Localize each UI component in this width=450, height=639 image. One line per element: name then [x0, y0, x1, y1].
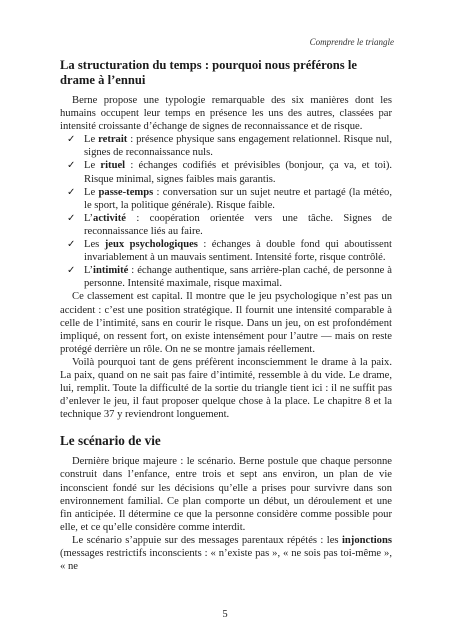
checkmark-icon: ✓	[67, 265, 76, 277]
term: passe-temps	[98, 186, 154, 198]
checkmark-icon: ✓	[67, 239, 76, 251]
checkmark-icon: ✓	[67, 160, 76, 172]
time-structuring-list	[60, 133, 392, 290]
term: intimité	[93, 265, 129, 277]
list-item: ✓ L’activité : coopération orientée vers une tâche. Signes de reconnaissance liés au faire.	[67, 212, 392, 237]
paragraph-injunctions: Le scénario s’appuie sur des messages parentaux répétés : les injonctions (messages restrictifs inconscients : « n’existe pas », « ne sois pas toi-même », « ne	[60, 534, 392, 573]
paragraph-drama: Voilà pourquoi tant de gens préfèrent inconsciemment le drame à la paix. La paix, quand on ne sait pas faire d’intimité, ressemble à du vide. Le drame, lui, remplit. Toute la difficulté de la sortie du triangle tient ici : il ne suffit pas d’enlever le jeu, il faut proposer quelque chose à la place. Le chapitre 8 et la technique 37 y reviendront longuement.	[60, 356, 392, 421]
paragraph-classification: Ce classement est capital. Il montre que le jeu psychologique n’est pas un accident : c’est une position stratégique. Il fournit une intensité comparable à celle de l’intimité, sans en courir le risque. Dans un jeu, on est profondément impliqué, on ressent fort, on existe intensément pour l’autre — mais on reste protégé derrière un rôle. On ne se montre jamais réellement.	[60, 291, 392, 355]
checkmark-icon: ✓	[67, 212, 76, 224]
term: injonctions	[341, 534, 392, 546]
term: rituel	[100, 160, 126, 172]
term: retrait	[98, 134, 128, 146]
list-item: ✓ Le passe-temps : conversation sur un sujet neutre et partagé (la météo, le sport, la politique générale). Risque faible.	[67, 186, 392, 211]
list-item: ✓ Le rituel : échanges codifiés et prévisibles (bonjour, ça va, et toi). Risque minimal, signes faibles mais garantis.	[67, 160, 392, 185]
intro-paragraph: Berne propose une typologie remarquable des six manières dont les humains occupent leur temps en présence les uns des autres, classées par intensité croissante d’échange de signes de reconnaissance et de risque.	[60, 95, 392, 133]
section-heading-life-script: Le scénario de vie	[60, 433, 161, 449]
running-header: Comprendre le triangle	[309, 37, 394, 47]
page-number: 5	[222, 609, 228, 620]
page-body	[60, 58, 392, 573]
section-heading-time-structuring: La structuration du temps : pourquoi nous préférons le drame à l’ennui	[60, 58, 357, 87]
term: activité	[93, 212, 126, 224]
term: jeux psychologiques	[104, 239, 198, 251]
list-item: ✓ Le retrait : présence physique sans engagement relationnel. Risque nul, signes de reconnaissance nuls.	[67, 134, 392, 159]
paragraph-script: Dernière brique majeure : le scénario. Berne postule que chaque personne construit dans l’enfance, entre trois et sept ans environ, un plan de vie inconscient fondé sur les décisions qu’elle a prises pour survivre dans son environnement familial. Ce plan comporte un début, un déroulement et une fin anticipée. Il détermine ce que la personne considère comme possible pour elle, et ce qu’elle considère comme interdit.	[60, 456, 392, 533]
list-item: ✓ L’intimité : échange authentique, sans arrière-plan caché, de personne à personne. Intensité maximale, risque maximal.	[67, 265, 392, 290]
list-item: ✓ Les jeux psychologiques : échanges à double fond qui aboutissent invariablement à un mauvais sentiment. Intensité forte, risque contrôlé.	[67, 239, 392, 264]
checkmark-icon: ✓	[67, 134, 76, 146]
checkmark-icon: ✓	[67, 186, 76, 198]
